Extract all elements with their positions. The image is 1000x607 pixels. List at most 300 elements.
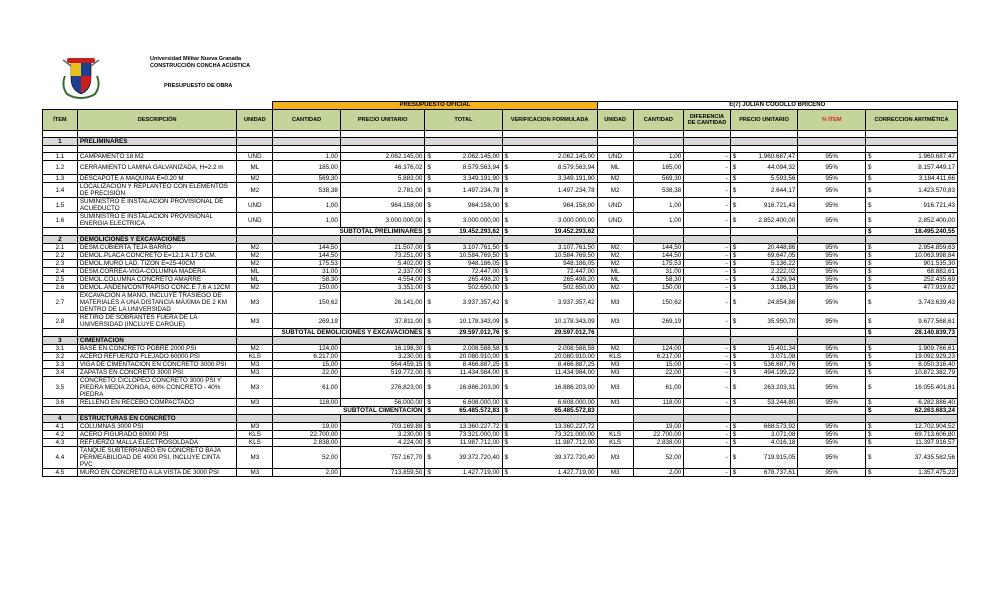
section-cell [684,236,730,244]
item-verification [502,153,597,161]
item-quantity: 22,00 [273,369,341,377]
section-cell [684,138,730,146]
item-quantity: 175,53 [273,260,341,268]
subtotal-cell [597,228,633,236]
arithmetic-correction [865,268,957,276]
item-unit: M3 [237,292,273,314]
section-cell [730,138,798,146]
item-verification [502,276,597,284]
subtotal-row [43,228,958,236]
table-row [43,431,958,439]
item-unit-price: 3.000.000,00 [340,213,425,228]
currency-sign: $ [504,454,509,461]
bidder-unit: ML [597,276,633,284]
blank-cell [798,131,866,138]
currency-sign: $ [427,317,431,325]
bidder-unit-price [730,439,798,447]
col-diff: DIFERENCIA DE CANTIDAD [684,110,730,131]
bidder-unit-price [730,431,798,439]
item-verification-value: 964.158,00 [563,201,595,209]
item-verification-value: 39.372.720,40 [554,454,595,461]
item-unit-price: 4.554,00 [340,276,425,284]
item-number: 2.6 [43,284,78,292]
bidder-quantity: 2,00 [633,469,684,477]
section-cell [633,415,684,423]
bidder-unit-price-value: 53.244,80 [767,399,796,406]
blank-cell [43,131,78,138]
table-row [43,252,958,260]
table-row [43,369,958,377]
bidder-unit-price-value: 668.573,92 [763,423,796,430]
item-verification [502,345,597,353]
item-unit: M3 [237,447,273,469]
item-verification-value: 10.584.769,50 [554,252,595,259]
subtotal-verification-value: 19.452.293,62 [554,228,595,235]
item-number: 3.3 [43,361,78,369]
currency-sign: $ [427,228,431,235]
bidder-unit-price-value: 719.915,05 [763,454,796,461]
bidder-unit-price-value: 1.960.687,47 [758,153,796,160]
item-description: MURO EN CONCRETO A LA VISTA DE 3000 PSI [77,469,237,477]
item-unit: ML [237,268,273,276]
bidder-unit: M3 [597,292,633,314]
quantity-difference: - [684,198,730,213]
item-verification [502,183,597,198]
quantity-difference: - [684,183,730,198]
item-description: LOCALIZACIÓN Y REPLANTEO CON ELEMENTOS DE PRECISIÓN [77,183,237,198]
quantity-difference: - [684,399,730,407]
item-description: ACERO FIGURADO 60000 PSI [77,431,237,439]
table-row [43,213,958,228]
arithmetic-correction [865,345,957,353]
blank-cell [77,131,237,138]
currency-sign: $ [504,361,509,368]
table-row [43,268,958,276]
item-total [425,260,502,268]
item-unit: M2 [237,244,273,252]
blank-cell [633,146,684,153]
bidder-unit-price [730,268,798,276]
item-unit: KLS [237,353,273,361]
item-percent: 95% [798,183,866,198]
subtotal-cell [633,407,684,415]
bidder-unit: M3 [597,399,633,407]
university-crest-logo [57,56,105,100]
arithmetic-correction [865,353,957,361]
item-total-value: 72.447,00 [471,268,500,275]
item-description: DEMOL.PLACA CONCRETO E=12.1 A 17.5 CM. [77,252,237,260]
quantity-difference: - [684,268,730,276]
subtotal-label: SUBTOTAL DEMOLICIONES Y EXCAVACIONES [273,329,425,337]
item-percent: 95% [798,292,866,314]
bidder-quantity: 269,19 [633,314,684,329]
arithmetic-correction-value: 3.743.639,43 [918,299,955,306]
currency-sign: $ [427,216,431,224]
item-verification-value: 502.650,00 [563,284,595,291]
table-row [43,377,958,399]
item-total-value: 8.466.887,25 [462,361,500,368]
arithmetic-correction [865,153,957,161]
subtotal-total [425,407,502,415]
bidder-unit: KLS [597,439,633,447]
bidder-unit-price [730,369,798,377]
item-description: ACERO REFUERZO FLEJADO 60000 PSI [77,353,237,361]
quantity-difference: - [684,423,730,431]
bidder-unit-price-value: 3.071,08 [770,353,796,360]
bidder-quantity: 52,00 [633,447,684,469]
item-verification [502,469,597,477]
arithmetic-correction-value: 10.872.382,79 [914,369,955,376]
currency-sign: $ [504,384,509,391]
currency-sign: $ [427,276,431,283]
section-cell [425,337,502,345]
bidder-unit-price-value: 2.644,17 [770,186,796,194]
item-percent: 95% [798,469,866,477]
subtotal-cell [684,329,730,337]
item-quantity: 144,50 [273,244,341,252]
arithmetic-correction-value: 19.092.929,23 [914,353,955,360]
arithmetic-correction-value: 1.357.475,23 [918,469,955,476]
item-quantity: 538,38 [273,183,341,198]
table-row [43,423,958,431]
bidder-quantity: 150,00 [633,284,684,292]
item-verification-value: 72.447,00 [566,268,595,275]
item-total [425,431,502,439]
arithmetic-correction [865,276,957,284]
currency-sign: $ [427,431,431,438]
subtotal-total-value: 65.485.572,83 [459,407,500,414]
currency-sign: $ [732,384,737,391]
item-unit-price: 56.000,00 [340,399,425,407]
item-total-value: 8.579.563,94 [462,164,500,171]
item-quantity: 22.700,00 [273,431,341,439]
item-unit-price: 276.823,00 [340,377,425,399]
item-verification [502,399,597,407]
quantity-difference: - [684,276,730,284]
item-unit-price: 5.883,00 [340,175,425,183]
item-total-value: 3.349.191,90 [462,175,500,182]
subtotal-cell [43,228,78,236]
item-quantity: 1,00 [273,153,341,161]
item-total-value: 1.427.719,00 [462,469,500,476]
item-percent: 95% [798,353,866,361]
item-verification-value: 13.360.227,72 [554,423,595,430]
section-cell [425,138,502,146]
item-total-value: 39.372.720,40 [459,454,500,461]
section-number: 1 [43,138,78,146]
item-number: 1.1 [43,153,78,161]
currency-sign: $ [867,399,872,406]
table-row [43,276,958,284]
bidder-unit: M3 [597,377,633,399]
item-unit-price: 3.351,00 [340,284,425,292]
arithmetic-correction-value: 2.852.400,00 [918,216,955,224]
bidder-quantity: 61,00 [633,377,684,399]
bidder-unit-price-value: 3.186,13 [770,284,796,291]
item-unit: M3 [237,423,273,431]
arithmetic-correction-value: 6.282.886,40 [918,399,955,406]
currency-sign: $ [732,164,737,171]
bidder-quantity: 124,00 [633,345,684,353]
subtotal-cell [798,407,866,415]
arithmetic-correction-value: 11.397.916,57 [915,439,955,446]
item-description: REFUERZO MALLA ELECTROSOLDADA [77,439,237,447]
item-verification-value: 11.434.984,00 [554,369,595,376]
item-unit-price: 2.337,00 [340,268,425,276]
table-row [43,439,958,447]
arithmetic-correction [865,431,957,439]
section-cell [237,415,273,423]
item-verification [502,260,597,268]
item-percent: 95% [798,284,866,292]
arithmetic-correction [865,252,957,260]
currency-sign: $ [732,317,737,325]
item-verification [502,244,597,252]
subtotal-cell [684,228,730,236]
col-desc: DESCRIPCIÓN [77,110,237,131]
item-number: 3.2 [43,353,78,361]
subtotal-correction [865,407,957,415]
currency-sign: $ [867,175,872,182]
item-number: 2.3 [43,260,78,268]
item-unit: M2 [237,252,273,260]
bidder-unit-price [730,377,798,399]
currency-sign: $ [867,164,872,171]
item-number: 1.4 [43,183,78,198]
university-name: Universidad Militar Nueva Granada [150,56,242,62]
quantity-difference: - [684,252,730,260]
arithmetic-correction-value: 12.702.904,52 [914,423,955,430]
currency-sign: $ [427,252,431,259]
item-total-value: 2.062.145,00 [462,153,500,160]
item-verification-value: 1.427.719,00 [557,469,595,476]
subtotal-verification [502,228,597,236]
item-number: 1.6 [43,213,78,228]
item-total-value: 11.987.712,00 [459,439,500,446]
currency-sign: $ [867,369,872,376]
table-row [43,244,958,252]
section-cell [340,138,425,146]
item-description: CERRAMIENTO LAMINA GALVANIZADA, H=2.2 m [77,161,237,175]
subtotal-row [43,329,958,337]
item-description: VIGA DE CIMENTACION EN CONCRETO 3000 PSI [77,361,237,369]
currency-sign: $ [867,423,872,430]
blank-cell [340,146,425,153]
item-percent: 95% [798,399,866,407]
currency-sign: $ [504,439,509,446]
item-verification-value: 948.186,05 [563,260,595,267]
bidder-quantity: 569,30 [633,175,684,183]
item-total [425,213,502,228]
currency-sign: $ [504,431,509,438]
section-cell [633,337,684,345]
bidder-unit-price [730,353,798,361]
currency-sign: $ [504,423,509,430]
quantity-difference: - [684,260,730,268]
currency-sign: $ [427,439,431,446]
group-header-row [43,102,958,110]
item-quantity: 15,00 [273,361,341,369]
item-description: SUMINISTRO E INSTALACION PROVISIONAL DE ACUEDUCTO [77,198,237,213]
item-unit: M3 [237,369,273,377]
item-unit: M3 [237,377,273,399]
subtotal-cell [237,407,273,415]
item-number: 2.4 [43,268,78,276]
section-cell [502,236,597,244]
blank-cell [730,146,798,153]
blank-cell [273,131,341,138]
currency-sign: $ [867,317,872,325]
item-percent: 95% [798,431,866,439]
section-cell [340,415,425,423]
item-unit-price: 4.224,00 [340,439,425,447]
item-total-value: 20.080.910,00 [459,353,500,360]
item-total [425,153,502,161]
bidder-unit: M2 [597,244,633,252]
currency-sign: $ [427,345,431,352]
item-total-value: 73.321.000,00 [459,431,500,438]
item-quantity: 150,62 [273,292,341,314]
item-verification-value: 3.349.191,90 [557,175,595,182]
bidder-unit-price [730,423,798,431]
item-description: SUMINISTRO E INSTALACION PROVISIONAL ENERGIA ELECTRICA [77,213,237,228]
subtotal-correction-value: 28.140.839,73 [914,329,955,336]
item-unit-price: 16.198,30 [340,345,425,353]
section-cell [865,138,957,146]
currency-sign: $ [427,407,431,414]
currency-sign: $ [867,454,872,461]
bidder-quantity: 2.838,00 [633,439,684,447]
item-percent: 95% [798,447,866,469]
item-description: RETIRO DE SOBRANTES FUERA DE LA UNIVERSIDAD (INCLUYE CARGUE) [77,314,237,329]
arithmetic-correction-value: 37.435.582,56 [914,454,955,461]
bidder-unit-price [730,198,798,213]
currency-sign: $ [427,423,431,430]
item-unit: M2 [237,260,273,268]
item-percent: 95% [798,423,866,431]
bidder-quantity: 1,00 [633,213,684,228]
item-number: 3.6 [43,399,78,407]
currency-sign: $ [867,407,872,414]
item-verification-value: 265.498,20 [563,276,595,283]
item-verification-value: 3.937.357,42 [557,299,595,306]
currency-sign: $ [504,469,509,476]
bidder-unit-price [730,292,798,314]
blank-cell [502,146,597,153]
subtotal-cell [730,329,798,337]
bidder-unit: M2 [597,252,633,260]
blank-cell [502,131,597,138]
currency-sign: $ [427,454,431,461]
currency-sign: $ [504,284,509,291]
table-row [43,198,958,213]
arithmetic-correction-value: 10.063.998,84 [914,252,955,259]
item-description: DEMOL.ANDEN/CONTRAPISO CONC.E 7.6 A 12CM [77,284,237,292]
item-verification-value: 20.080.910,00 [554,353,595,360]
bidder-unit: UND [597,153,633,161]
item-unit: KLS [237,439,273,447]
bidder-quantity: 118,00 [633,399,684,407]
table-row [43,183,958,198]
col-pct: % ÍTEM [798,110,866,131]
bidder-quantity: 144,50 [633,252,684,260]
project-name: CONSTRUCCIÓN CONCHA ACÚSTICA [150,63,251,69]
item-quantity: 185,00 [273,161,341,175]
currency-sign: $ [504,260,509,267]
item-quantity: 31,00 [273,268,341,276]
currency-sign: $ [427,384,431,391]
currency-sign: $ [427,399,431,406]
table-row [43,447,958,469]
section-title: PRELIMINARES [77,138,237,146]
item-unit-price: 21.507,00 [340,244,425,252]
item-total [425,284,502,292]
arithmetic-correction-value: 916.721,43 [923,201,955,209]
item-total [425,447,502,469]
blank-cell [340,131,425,138]
bidder-unit-price-value: 35.950,70 [767,317,796,325]
item-verification-value: 3.107.761,50 [557,244,595,251]
arithmetic-correction [865,447,957,469]
item-percent: 95% [798,161,866,175]
bidder-unit-price [730,175,798,183]
item-description: BASE EN CONCRETO POBRE 2000 PSI [77,345,237,353]
currency-sign: $ [504,399,509,406]
section-cell [633,236,684,244]
item-number: 4.5 [43,469,78,477]
item-unit: M3 [237,314,273,329]
item-total [425,439,502,447]
section-cell [798,415,866,423]
item-total [425,369,502,377]
currency-sign: $ [732,431,737,438]
arithmetic-correction-value: 3.184.411,66 [918,175,955,182]
header-text [150,56,250,70]
bidder-unit: ML [597,268,633,276]
currency-sign: $ [867,439,872,446]
currency-sign: $ [867,201,872,209]
table-row [43,153,958,161]
item-number: 2.5 [43,276,78,284]
arithmetic-correction-value: 1.960.687,47 [918,153,955,160]
section-cell [340,337,425,345]
currency-sign: $ [867,329,872,336]
bidder-unit-price-value: 44.094,32 [767,164,796,171]
section-cell [798,236,866,244]
arithmetic-correction-value: 477.919,62 [923,284,955,291]
arithmetic-correction [865,369,957,377]
bidder-unit-price [730,183,798,198]
arithmetic-correction-value: 8.157.449,17 [918,164,955,171]
blank-cell [798,146,866,153]
item-total [425,198,502,213]
blank-cell [730,131,798,138]
bidder-quantity: 538,38 [633,183,684,198]
currency-sign: $ [867,268,872,275]
col-unit2: UNIDAD [597,110,633,131]
col-verif: VERIFICACION FORMULADA [502,110,597,131]
item-unit: UND [237,153,273,161]
blank-cell [633,131,684,138]
quantity-difference: - [684,292,730,314]
currency-sign: $ [867,244,872,251]
arithmetic-correction [865,175,957,183]
bidder-quantity: 175,53 [633,260,684,268]
quantity-difference: - [684,369,730,377]
subtotal-total [425,228,502,236]
bidder-unit-price-value: 2.852.400,00 [758,216,796,224]
arithmetic-correction [865,377,957,399]
